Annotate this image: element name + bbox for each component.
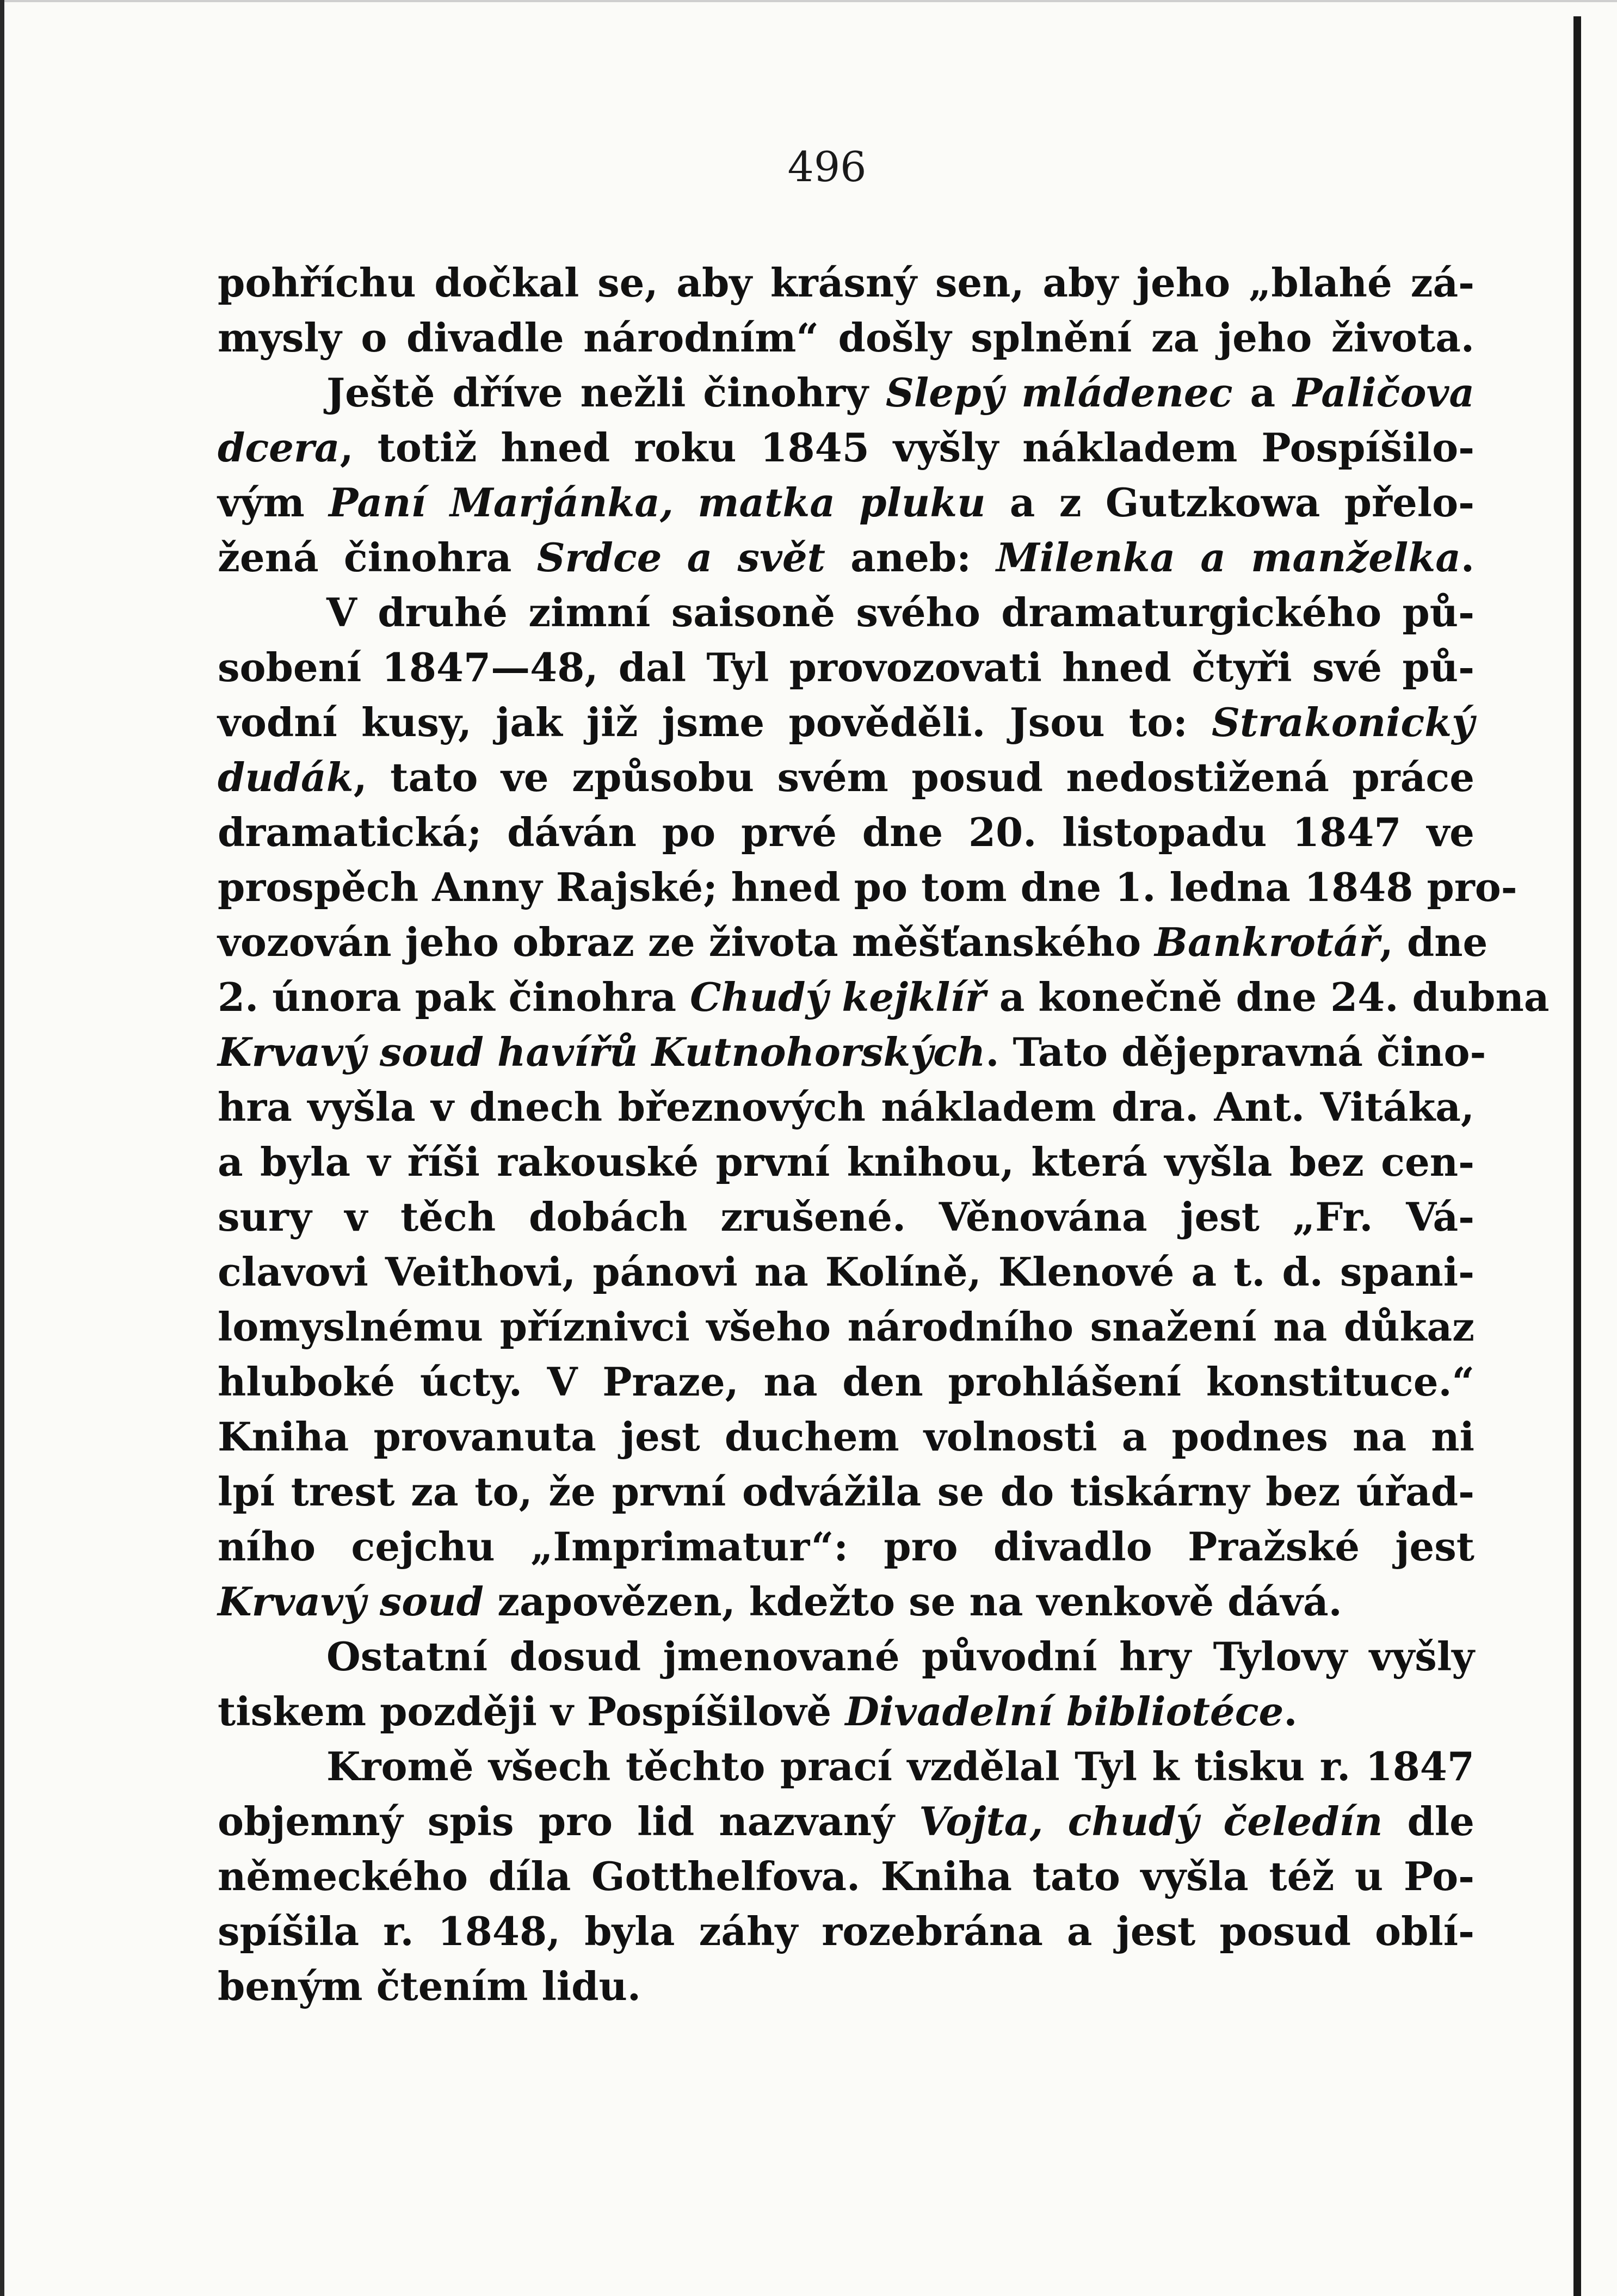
italic-title: Divadelní bibliotéce — [845, 1688, 1284, 1735]
text-run: . — [1460, 534, 1474, 581]
text-line — [218, 1960, 1474, 2013]
text-run: žená činohra — [218, 534, 537, 581]
text-line — [218, 422, 1474, 474]
text-run: vozován jeho obraz ze života měšťanského — [218, 919, 1155, 965]
text-line — [218, 1356, 1474, 1408]
text-line — [218, 1850, 1474, 1903]
text-line — [218, 696, 1474, 749]
text-run: hluboké úcty. V Praze, na den prohlášení konstituce.“ — [218, 1359, 1474, 1405]
text-line — [218, 751, 1474, 804]
text-run: a — [1232, 369, 1293, 416]
text-line — [218, 257, 1474, 309]
italic-title: dudák — [218, 754, 354, 800]
text-run: V druhé zimní saisoně svého dramaturgického pů- — [326, 589, 1474, 635]
text-run: ního cejchu „Imprimatur“: pro divadlo Pražské jest — [218, 1523, 1474, 1570]
text-run: a konečně dne 24. dubna — [985, 974, 1550, 1020]
text-line — [218, 1795, 1474, 1848]
text-run: Ještě dříve nežli činohry — [326, 369, 886, 416]
italic-title: Milenka a manželka — [996, 534, 1461, 581]
text-line — [326, 587, 1474, 639]
text-run: lpí trest za to, že první odvážila se do tiskárny bez úřad- — [218, 1468, 1474, 1515]
italic-title: Paličova — [1293, 369, 1474, 416]
italic-title: Slepý mládenec — [885, 369, 1233, 416]
text-line — [218, 1191, 1474, 1243]
text-run: Ostatní dosud jmenované původní hry Tylovy vyšly — [326, 1633, 1474, 1680]
text-line — [326, 1740, 1474, 1793]
text-run: . — [1283, 1688, 1298, 1735]
text-line — [218, 1026, 1486, 1078]
italic-title: Chudý kejklíř — [690, 974, 986, 1020]
text-run: Kniha provanuta jest duchem volnosti a podnes na ni — [218, 1414, 1474, 1460]
text-run: německého díla Gotthelfova. Kniha tato vyšla též u Po- — [218, 1853, 1474, 1899]
text-run: beným čtením lidu. — [218, 1963, 641, 2009]
text-run: pohříchu dočkal se, aby krásný sen, aby jeho „blahé zá- — [218, 260, 1474, 306]
right-edge-shadow — [1573, 16, 1581, 2296]
text-line — [218, 1576, 1474, 1628]
text-run: 2. února pak činohra — [218, 974, 690, 1020]
text-run: lomyslnému příznivci všeho národního snažení na důkaz — [218, 1304, 1474, 1350]
text-run: mysly o divadle národním“ došly splnění za jeho života. — [218, 314, 1474, 361]
text-line — [218, 1905, 1474, 1958]
text-line — [218, 477, 1474, 529]
text-run: prospěch Anny Rajské; hned po tom dne 1. ledna 1848 pro- — [218, 864, 1517, 910]
page-number: 496 — [787, 143, 867, 191]
text-line — [218, 1246, 1474, 1298]
left-edge-shadow — [0, 0, 4, 2296]
text-line — [218, 971, 1550, 1023]
text-run: vodní kusy, jak již jsme pověděli. Jsou to: — [218, 699, 1212, 745]
text-run: zapovězen, kdežto se na venkově dává. — [484, 1578, 1342, 1625]
text-line — [218, 1301, 1474, 1353]
text-run: . Tato dějepravná čino- — [985, 1029, 1486, 1075]
text-run: dramatická; dáván po prvé dne 20. listopadu 1847 ve — [218, 809, 1474, 855]
text-run: sobení 1847—48, dal Tyl provozovati hned čtyři své pů- — [218, 644, 1474, 690]
text-run: vým — [218, 479, 329, 526]
text-line — [218, 312, 1474, 364]
text-line — [218, 861, 1517, 914]
text-run: , tato ve způsobu svém posud nedostižená práce — [353, 754, 1474, 800]
italic-title: Strakonický — [1211, 699, 1474, 745]
text-line — [218, 641, 1474, 694]
italic-title: dcera — [218, 424, 340, 471]
text-run: objemný spis pro lid nazvaný — [218, 1798, 919, 1844]
text-run: aneb: — [825, 534, 997, 581]
text-line — [326, 1631, 1474, 1683]
text-line — [218, 1411, 1474, 1463]
text-run: a byla v říši rakouské první knihou, která vyšla bez cen- — [218, 1139, 1474, 1185]
text-line — [218, 916, 1488, 968]
top-edge — [0, 0, 1617, 2]
text-run: a z Gutzkowa přelo- — [985, 479, 1475, 526]
italic-title: Krvavý soud havířů Kutnohorských — [218, 1029, 986, 1075]
italic-title: Paní Marjánka, matka pluku — [329, 479, 986, 526]
text-line — [218, 806, 1474, 859]
italic-title: Srdce a svět — [536, 534, 825, 581]
italic-title: Bankrotář — [1155, 919, 1380, 965]
text-line — [218, 1466, 1474, 1518]
text-run: , totiž hned roku 1845 vyšly nákladem Pospíšilo- — [340, 424, 1474, 471]
text-line — [218, 1521, 1474, 1573]
text-line — [326, 367, 1474, 419]
text-run: hra vyšla v dnech březnových nákladem dra. Ant. Vitáka, — [218, 1084, 1474, 1130]
text-line — [218, 1686, 1474, 1738]
text-run: sury v těch dobách zrušené. Věnována jest „Fr. Vá- — [218, 1194, 1474, 1240]
italic-title: Vojta, chudý čeledín — [919, 1798, 1383, 1844]
text-run: clavovi Veithovi, pánovi na Kolíně, Klenové a t. d. spani- — [218, 1249, 1474, 1295]
text-line — [218, 1081, 1474, 1133]
text-line — [218, 532, 1474, 584]
text-run: dle — [1383, 1798, 1474, 1844]
text-line — [218, 1136, 1474, 1188]
text-run: Kromě všech těchto prací vzdělal Tyl k tisku r. 1847 — [326, 1743, 1474, 1789]
text-run: spíšila r. 1848, byla záhy rozebrána a jest posud oblí- — [218, 1908, 1474, 1954]
text-run: , dne — [1379, 919, 1488, 965]
italic-title: Krvavý soud — [218, 1578, 484, 1625]
text-run: tiskem později v Pospíšilově — [218, 1688, 845, 1735]
